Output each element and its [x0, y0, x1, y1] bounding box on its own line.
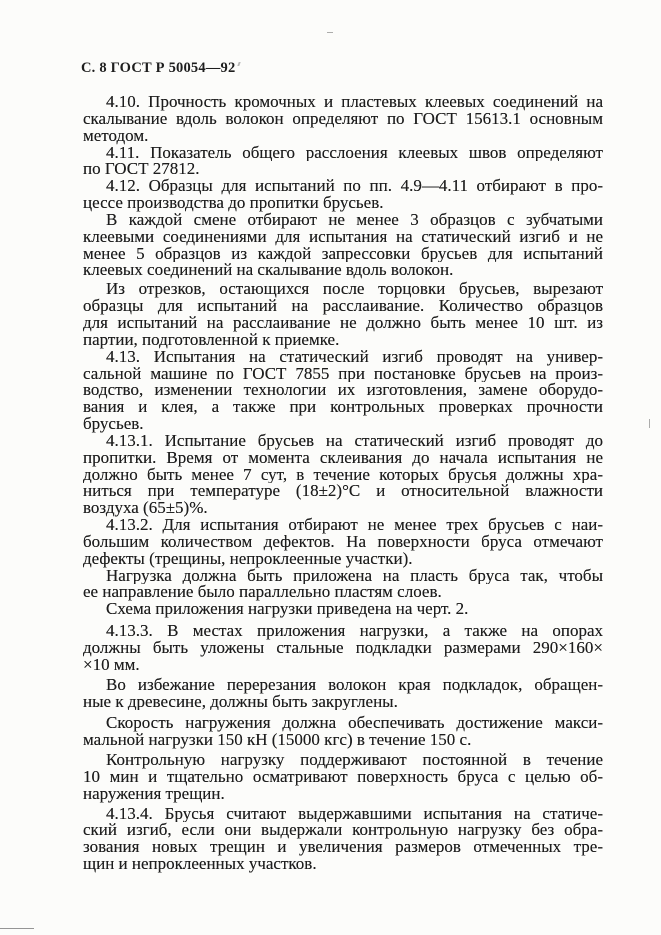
scan-speck: [327, 32, 333, 33]
text-line: ский изгиб, если они выдержали контрольную нагрузку без обра-: [83, 822, 603, 840]
scan-edge-line: [0, 928, 34, 929]
text-line: методом.: [83, 127, 149, 145]
text-line: Схема приложения нагрузки приведена на черт. 2.: [106, 601, 469, 619]
load-direction-paragraph: [83, 568, 603, 602]
text-line: 4.13. Испытания на статический изгиб проводят на универ-: [106, 348, 603, 366]
text-line: дефекты (трещины, непроклеенные участки).: [83, 550, 413, 568]
text-line: образцы для испытаний на расслаивание. Количество образцов: [83, 298, 603, 315]
text-line: 10 мин и тщательно осматривают поверхность бруса с целью об-: [83, 768, 603, 786]
text-line: 4.13.1. Испытание брусьев на статический изгиб проводят до: [106, 432, 603, 450]
text-line: Во избежание перерезания волокон края подкладок, обращен-: [106, 676, 603, 694]
text-line: сальной машине по ГОСТ 7855 при постановке брусьев на произ-: [83, 365, 603, 383]
scan-speck: [649, 419, 650, 428]
loading-rate-paragraph: [83, 715, 603, 749]
text-line: скалывание вдоль волокон определяют по ГОСТ 15613.1 основным: [83, 110, 603, 128]
load-scheme-reference: [83, 601, 603, 618]
clause-4-10: [83, 94, 603, 145]
clause-4-12: [83, 178, 603, 212]
text-line: ×10 мм.: [83, 656, 140, 674]
clause-4-13-2: [83, 517, 603, 568]
text-line: мальной нагрузки 150 кН (15000 кгс) в течение 150 с.: [83, 732, 472, 750]
text-line: Из отрезков, остающихся после торцовки брусьев, вырезают: [106, 281, 603, 299]
text-line: 4.13.4. Брусья считают выдержавшими испытания на статиче-: [106, 805, 603, 823]
clause-4-11: [83, 145, 603, 179]
text-line: клеевыми соединениями для испытания на статический изгиб и не: [83, 228, 603, 246]
text-line: щин и непроклеенных участков.: [83, 856, 317, 873]
text-line: брусьев.: [83, 416, 144, 433]
text-line: по ГОСТ 27812.: [83, 161, 200, 179]
text-line: цессе производства до пропитки брусьев.: [83, 195, 384, 212]
text-line: для испытаний на расслаивание не должно быть менее 10 шт. из: [83, 314, 603, 332]
text-line: Скорость нагружения должна обеспечивать достижение макси-: [106, 715, 603, 733]
text-line: менее 5 образцов из каждой запрессовки брусьев для испытаний: [83, 245, 603, 263]
scan-speck: [237, 62, 240, 66]
text-line: 4.10. Прочность кромочных и пластевых клеевых соединений на: [106, 94, 603, 111]
page-header: С. 8 ГОСТ Р 50054—92: [81, 60, 236, 76]
text-line: ее направление было параллельно пластям слоев.: [83, 584, 442, 602]
clause-4-13-3: [83, 623, 603, 674]
text-line: В каждой смене отбирают не менее 3 образцов с зубчатыми: [106, 211, 603, 229]
clause-4-13: [83, 349, 603, 433]
document-body: [83, 94, 603, 873]
text-line: должно быть менее 7 сут, в течение которых брусья должны хра-: [83, 466, 603, 484]
offcut-samples-paragraph: [83, 281, 603, 348]
text-line: большим количеством дефектов. На поверхности бруса отмечают: [83, 533, 603, 551]
text-line: должны быть уложены стальные подкладки размерами 290×160×: [83, 640, 603, 657]
text-line: 4.12. Образцы для испытаний по пп. 4.9—4.11 отбирают в про-: [106, 178, 603, 196]
text-line: вания и клея, а также при контрольных проверках прочности: [83, 399, 603, 417]
text-line: наружения трещин.: [83, 785, 225, 803]
control-load-paragraph: [83, 752, 603, 803]
text-line: партии, подготовленной к приемке.: [83, 331, 340, 349]
text-line: зования новых трещин и увеличения размеров отмеченных тре-: [83, 839, 603, 857]
clause-4-13-4: [83, 806, 603, 873]
clause-4-13-1: [83, 433, 603, 517]
text-line: Контрольную нагрузку поддерживают постоянной в течение: [106, 752, 603, 769]
text-line: 4.11. Показатель общего расслоения клеевых швов определяют: [106, 144, 603, 162]
text-line: 4.13.2. Для испытания отбирают не менее трех брусьев с наи-: [106, 517, 603, 534]
sampling-per-shift-paragraph: [83, 212, 603, 279]
text-line: 4.13.3. В местах приложения нагрузки, а также на опорах: [106, 623, 603, 640]
text-line: пропитки. Время от момента склеивания до начала испытания не: [83, 449, 603, 467]
text-line: ниться при температуре (18±2)°С и относительной влажности: [83, 483, 603, 501]
text-line: водство, изменении технологии их изготовления, замене оборудо-: [83, 382, 603, 400]
text-line: Нагрузка должна быть приложена на пласть бруса так, чтобы: [106, 567, 603, 585]
text-line: клеевых соединений на скалывание вдоль волокон.: [83, 262, 454, 280]
text-line: ные к древесине, должны быть закруглены.: [83, 693, 398, 711]
pad-edges-paragraph: [83, 677, 603, 711]
text-line: воздуха (65±5)%.: [83, 500, 208, 518]
